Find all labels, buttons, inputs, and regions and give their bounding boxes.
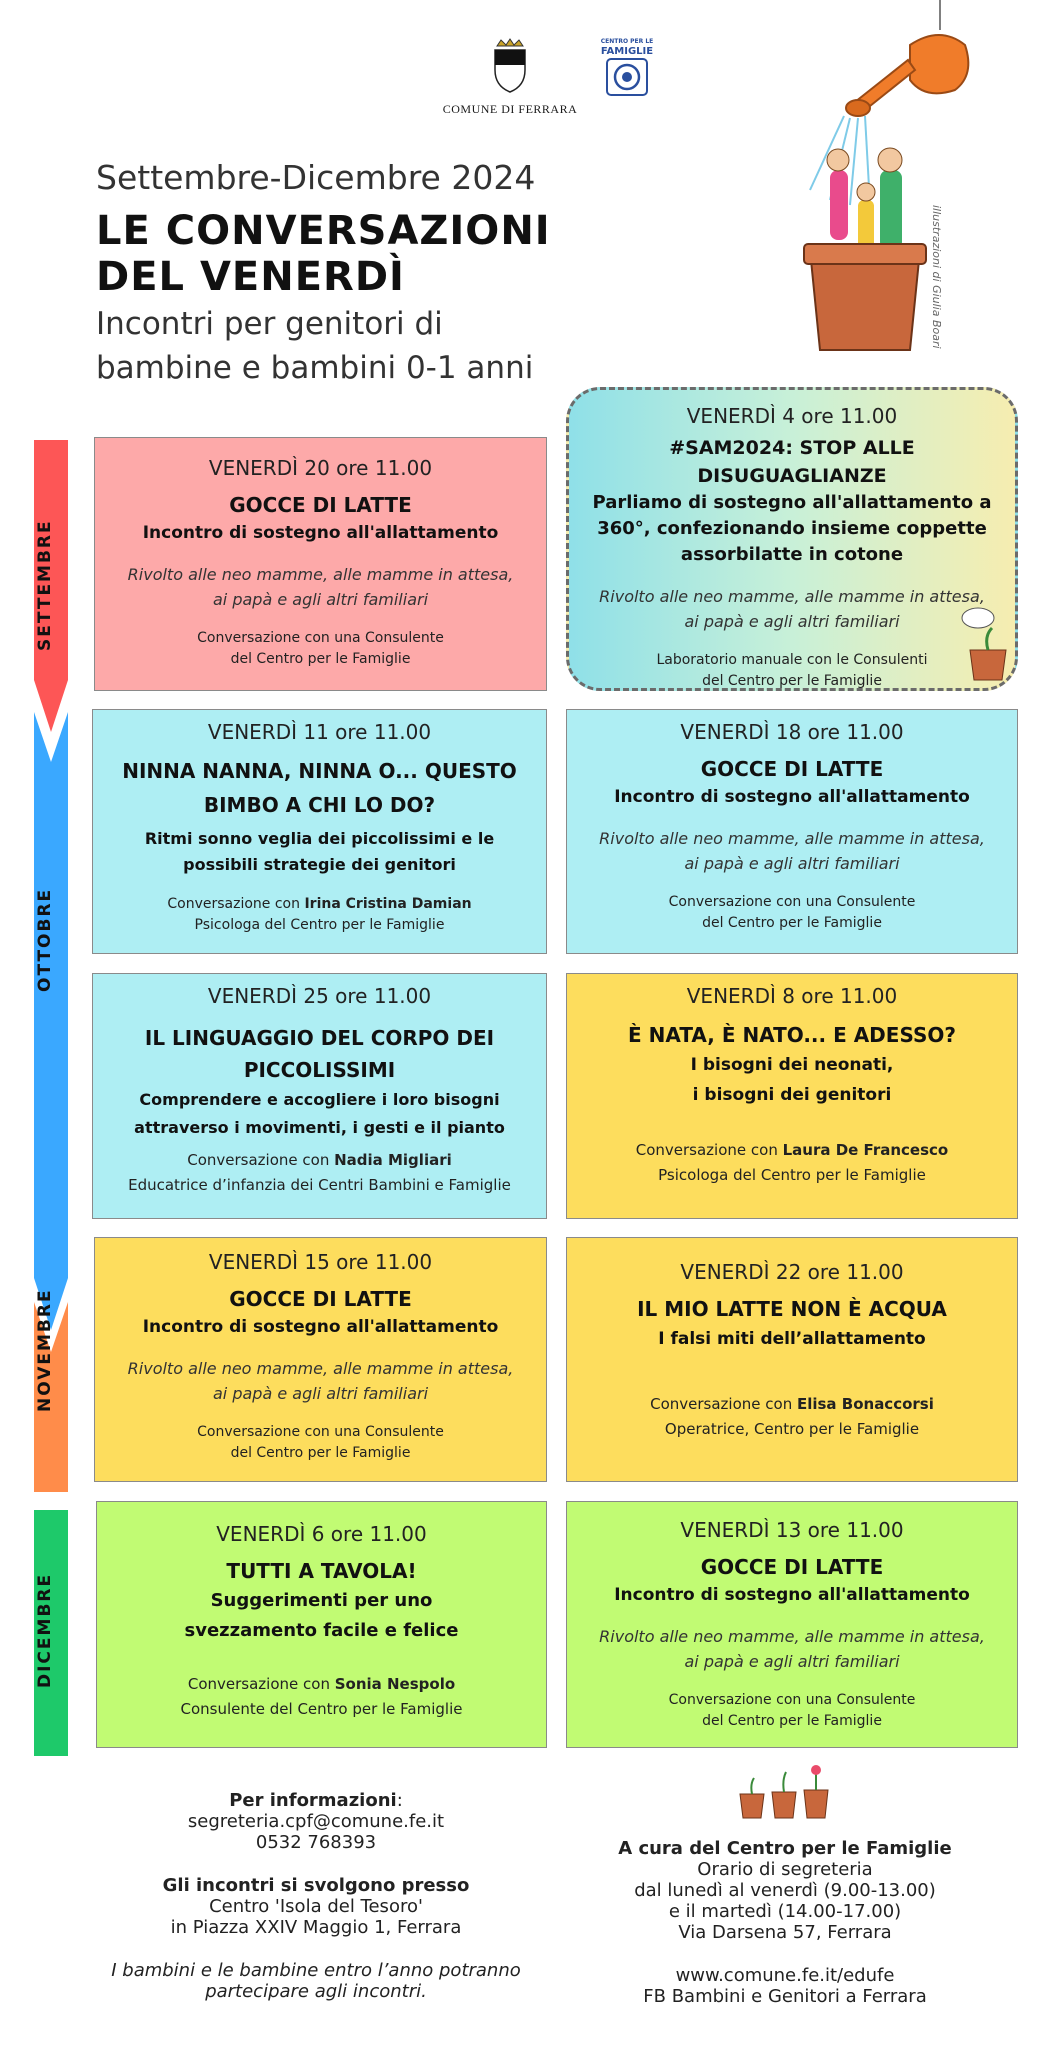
info-heading [96, 1790, 536, 1811]
host-line-1 [107, 1148, 532, 1173]
host-line-2: Consulente del Centro per le Famiglie [180, 1700, 463, 1718]
event-host [581, 1392, 1003, 1442]
subtitle-line-1: Ritmi sonno veglia dei piccolissimi e le [144, 829, 495, 848]
event-audience [109, 562, 532, 612]
host-prefix: Conversazione con [187, 1675, 335, 1693]
audience-line-2: ai papà e agli altri familiari [212, 590, 429, 609]
venue-line-1: Centro 'Isola del Tesoro' [209, 1896, 423, 1917]
month-december [35, 1530, 69, 1730]
month-october [35, 790, 69, 1090]
event-card-oct-25 [92, 973, 547, 1219]
host-line-2: del Centro per le Famiglie [702, 673, 882, 689]
note-line-2: partecipare agli incontri. [205, 1981, 427, 2002]
plant-pot-icon [958, 600, 1018, 682]
month-september [35, 460, 69, 710]
host-name: Laura De Francesco [782, 1141, 949, 1159]
info-label: Per informazioni [229, 1790, 397, 1811]
footer-organizer [580, 1838, 990, 2007]
event-title: GOCCE DI LATTE [229, 493, 412, 517]
event-card-sep-20 [94, 437, 547, 691]
event-title: GOCCE DI LATTE [700, 757, 884, 781]
host-line-2: del Centro per le Famiglie [230, 1445, 411, 1461]
event-host [109, 628, 532, 670]
event-card-nov-8 [566, 973, 1018, 1219]
event-host [107, 894, 532, 936]
event-host [581, 892, 1003, 934]
event-subtitle: Incontro di sostegno all'allattamento [614, 1585, 970, 1605]
event-card-nov-15 [94, 1237, 547, 1482]
note-line-1: I bambini e le bambine entro l’anno potranno [111, 1960, 521, 1981]
footer-info [96, 1790, 536, 2002]
event-card-nov-22 [566, 1237, 1018, 1482]
audience-line-1: Rivolto alle neo mamme, alle mamme in attesa, [599, 587, 985, 606]
event-subtitle: I falsi miti dell’allattamento [658, 1329, 926, 1349]
audience-line-1: Rivolto alle neo mamme, alle mamme in attesa, [599, 1627, 985, 1646]
event-card-oct-4 [566, 387, 1018, 691]
family-watering-illustration [770, 0, 990, 360]
subtitle-line-1: Comprendere e accogliere i loro bisogni [139, 1090, 500, 1109]
event-date: VENERDÌ 11 ore 11.00 [207, 720, 432, 744]
venue-heading [96, 1875, 536, 1896]
host-prefix: Conversazione con [187, 1151, 335, 1169]
title-line-2: BIMBO A CHI LO DO? [203, 793, 436, 817]
event-title [107, 754, 532, 822]
subtitle-line-2: svezzamento facile e felice [184, 1620, 459, 1641]
period-heading: Settembre-Dicembre 2024 [96, 158, 536, 197]
page-title [96, 208, 551, 300]
event-date: VENERDÌ 13 ore 11.00 [680, 1518, 904, 1542]
venue-line-2: in Piazza XXIV Maggio 1, Ferrara [170, 1917, 462, 1938]
host-line-1: Laboratorio manuale con le Consulenti [656, 652, 928, 668]
event-audience [581, 1624, 1003, 1674]
event-subtitle [583, 490, 1001, 568]
event-subtitle: Incontro di sostegno all'allattamento [614, 787, 970, 807]
month-label-october: OTTOBRE [35, 887, 55, 993]
event-subtitle [107, 826, 532, 878]
event-host [107, 1148, 532, 1198]
host-line-2: Psicologa del Centro per le Famiglie [658, 1166, 926, 1184]
host-name: Elisa Bonaccorsi [796, 1395, 934, 1413]
event-host [111, 1672, 532, 1722]
audience-line-1: Rivolto alle neo mamme, alle mamme in attesa, [599, 829, 985, 848]
event-title [107, 1022, 532, 1086]
title-line-2: DEL VENERDÌ [96, 254, 405, 300]
event-card-dec-6 [96, 1501, 547, 1748]
subtitle-line-1: Parliamo di sostegno all'allattamento a [592, 492, 992, 513]
event-subtitle: Incontro di sostegno all'allattamento [142, 1317, 499, 1337]
month-label-november: NOVEMBRE [35, 1288, 55, 1412]
cpf-logo-line1: CENTRO PER LE [600, 38, 654, 45]
host-line-1 [581, 1138, 1003, 1163]
contact-email[interactable]: segreteria.cpf@comune.fe.it [187, 1811, 445, 1832]
contact-phone[interactable]: 0532 768393 [255, 1832, 377, 1853]
event-date: VENERDÌ 6 ore 11.00 [216, 1522, 427, 1546]
audience-line-2: ai papà e agli altri familiari [684, 612, 900, 631]
comune-logo-text: COMUNE DI FERRARA [442, 102, 578, 116]
event-date: VENERDÌ 8 ore 11.00 [686, 984, 898, 1008]
title-line-2: PICCOLISSIMI [243, 1058, 396, 1082]
month-label-september: SETTEMBRE [35, 519, 55, 651]
title-line-1: LE CONVERSAZIONI [96, 208, 551, 254]
subtitle-line-2: possibili strategie dei genitori [183, 855, 456, 874]
hours-line-2: e il martedì (14.00-17.00) [668, 1901, 902, 1922]
host-prefix: Conversazione con [167, 896, 305, 912]
host-line-1 [107, 894, 532, 915]
audience-line-2: ai papà e agli altri familiari [684, 854, 900, 873]
event-card-oct-11 [92, 709, 547, 954]
host-line-2: del Centro per le Famiglie [702, 1713, 882, 1729]
event-title: GOCCE DI LATTE [700, 1555, 884, 1579]
month-november [35, 1200, 69, 1500]
event-title: GOCCE DI LATTE [229, 1287, 412, 1311]
subtitle-line-2: 360°, confezionando insieme coppette [597, 518, 987, 539]
host-prefix: Conversazione con [650, 1395, 797, 1413]
event-audience [109, 1356, 532, 1406]
hours-label: Orario di segreteria [697, 1859, 873, 1880]
title-line-1: IL LINGUAGGIO DEL CORPO DEI [144, 1026, 495, 1050]
event-date: VENERDÌ 15 ore 11.00 [208, 1250, 433, 1274]
event-date: VENERDÌ 20 ore 11.00 [208, 456, 433, 480]
audience-line-2: ai papà e agli altri familiari [684, 1652, 900, 1671]
audience-line-1: Rivolto alle neo mamme, alle mamme in attesa, [127, 1359, 514, 1378]
organizer-label: A cura del Centro per le Famiglie [618, 1838, 952, 1859]
coat-of-arms-icon [489, 38, 531, 94]
host-line-2: Operatrice, Centro per le Famiglie [664, 1420, 920, 1438]
subtitle-line-2: bambine e bambini 0-1 anni [96, 350, 534, 386]
event-date: VENERDÌ 18 ore 11.00 [680, 720, 904, 744]
host-line-2: del Centro per le Famiglie [230, 651, 411, 667]
facebook-page[interactable]: FB Bambini e Genitori a Ferrara [643, 1986, 927, 2007]
illustration-credit: illustrazioni di Giulia Boari [930, 205, 943, 349]
host-line-1 [111, 1672, 532, 1697]
subtitle-line-1: Suggerimenti per uno [210, 1590, 433, 1611]
event-subtitle [581, 1050, 1003, 1110]
subtitle-line-2: i bisogni dei genitori [692, 1085, 892, 1105]
event-title: È NATA, È NATO... E ADESSO? [628, 1023, 956, 1047]
age-note [96, 1960, 536, 2002]
subtitle-line-2: attraverso i movimenti, i gesti e il pianto [134, 1118, 505, 1137]
subtitle-line-1: Incontri per genitori di [96, 306, 443, 342]
info-colon: : [396, 1790, 403, 1811]
potted-plants-icon [736, 1764, 832, 1820]
hours-line-1: dal lunedì al venerdì (9.00-13.00) [634, 1880, 936, 1901]
event-date: VENERDÌ 4 ore 11.00 [686, 404, 898, 428]
website-link[interactable]: www.comune.fe.it/edufe [675, 1965, 895, 1986]
office-address: Via Darsena 57, Ferrara [678, 1922, 892, 1943]
event-subtitle: Incontro di sostegno all'allattamento [142, 523, 499, 543]
host-line-1: Conversazione con una Consulente [668, 1692, 916, 1708]
event-card-dec-13 [566, 1501, 1018, 1748]
month-label-december: DICEMBRE [35, 1572, 55, 1688]
cpf-logo-line2: FAMIGLIE [600, 46, 654, 57]
organizer-heading [580, 1838, 990, 1859]
title-line-1: NINNA NANNA, NINNA O... QUESTO [122, 759, 517, 783]
event-title: #SAM2024: STOP ALLE DISUGUAGLIANZE [669, 437, 915, 487]
event-host [583, 650, 1001, 692]
host-name: Nadia Migliari [334, 1151, 452, 1169]
host-line-1: Conversazione con una Consulente [668, 894, 916, 910]
centro-famiglie-logo [592, 38, 662, 101]
host-line-2: Educatrice d’infanzia dei Centri Bambini e Famiglie [128, 1176, 511, 1194]
audience-line-1: Rivolto alle neo mamme, alle mamme in attesa, [127, 565, 514, 584]
venue-label: Gli incontri si svolgono presso [162, 1875, 470, 1896]
event-title: IL MIO LATTE NON È ACQUA [637, 1297, 947, 1321]
event-audience [583, 584, 1001, 634]
event-date: VENERDÌ 25 ore 11.00 [207, 984, 432, 1008]
host-prefix: Conversazione con [635, 1141, 783, 1159]
event-audience [581, 826, 1003, 876]
event-host [581, 1138, 1003, 1188]
subtitle-line-1: I bisogni dei neonati, [690, 1055, 894, 1075]
event-card-oct-18 [566, 709, 1018, 954]
host-line-2: del Centro per le Famiglie [702, 915, 882, 931]
event-title: TUTTI A TAVOLA! [226, 1559, 417, 1583]
event-subtitle [107, 1086, 532, 1142]
event-subtitle [111, 1586, 532, 1646]
comune-ferrara-logo [440, 38, 580, 117]
host-name: Irina Cristina Damian [304, 896, 472, 912]
page-subtitle [96, 302, 533, 390]
event-date: VENERDÌ 22 ore 11.00 [680, 1260, 904, 1284]
subtitle-line-3: assorbilatte in cotone [680, 544, 904, 565]
event-host [581, 1690, 1003, 1732]
event-host [109, 1422, 532, 1464]
host-name: Sonia Nespolo [334, 1675, 456, 1693]
host-line-1: Conversazione con una Consulente [197, 1424, 444, 1440]
family-circle-icon [603, 57, 651, 97]
host-line-1: Conversazione con una Consulente [197, 630, 444, 646]
host-line-1 [581, 1392, 1003, 1417]
host-line-2: Psicologa del Centro per le Famiglie [194, 917, 445, 933]
audience-line-2: ai papà e agli altri familiari [212, 1384, 429, 1403]
